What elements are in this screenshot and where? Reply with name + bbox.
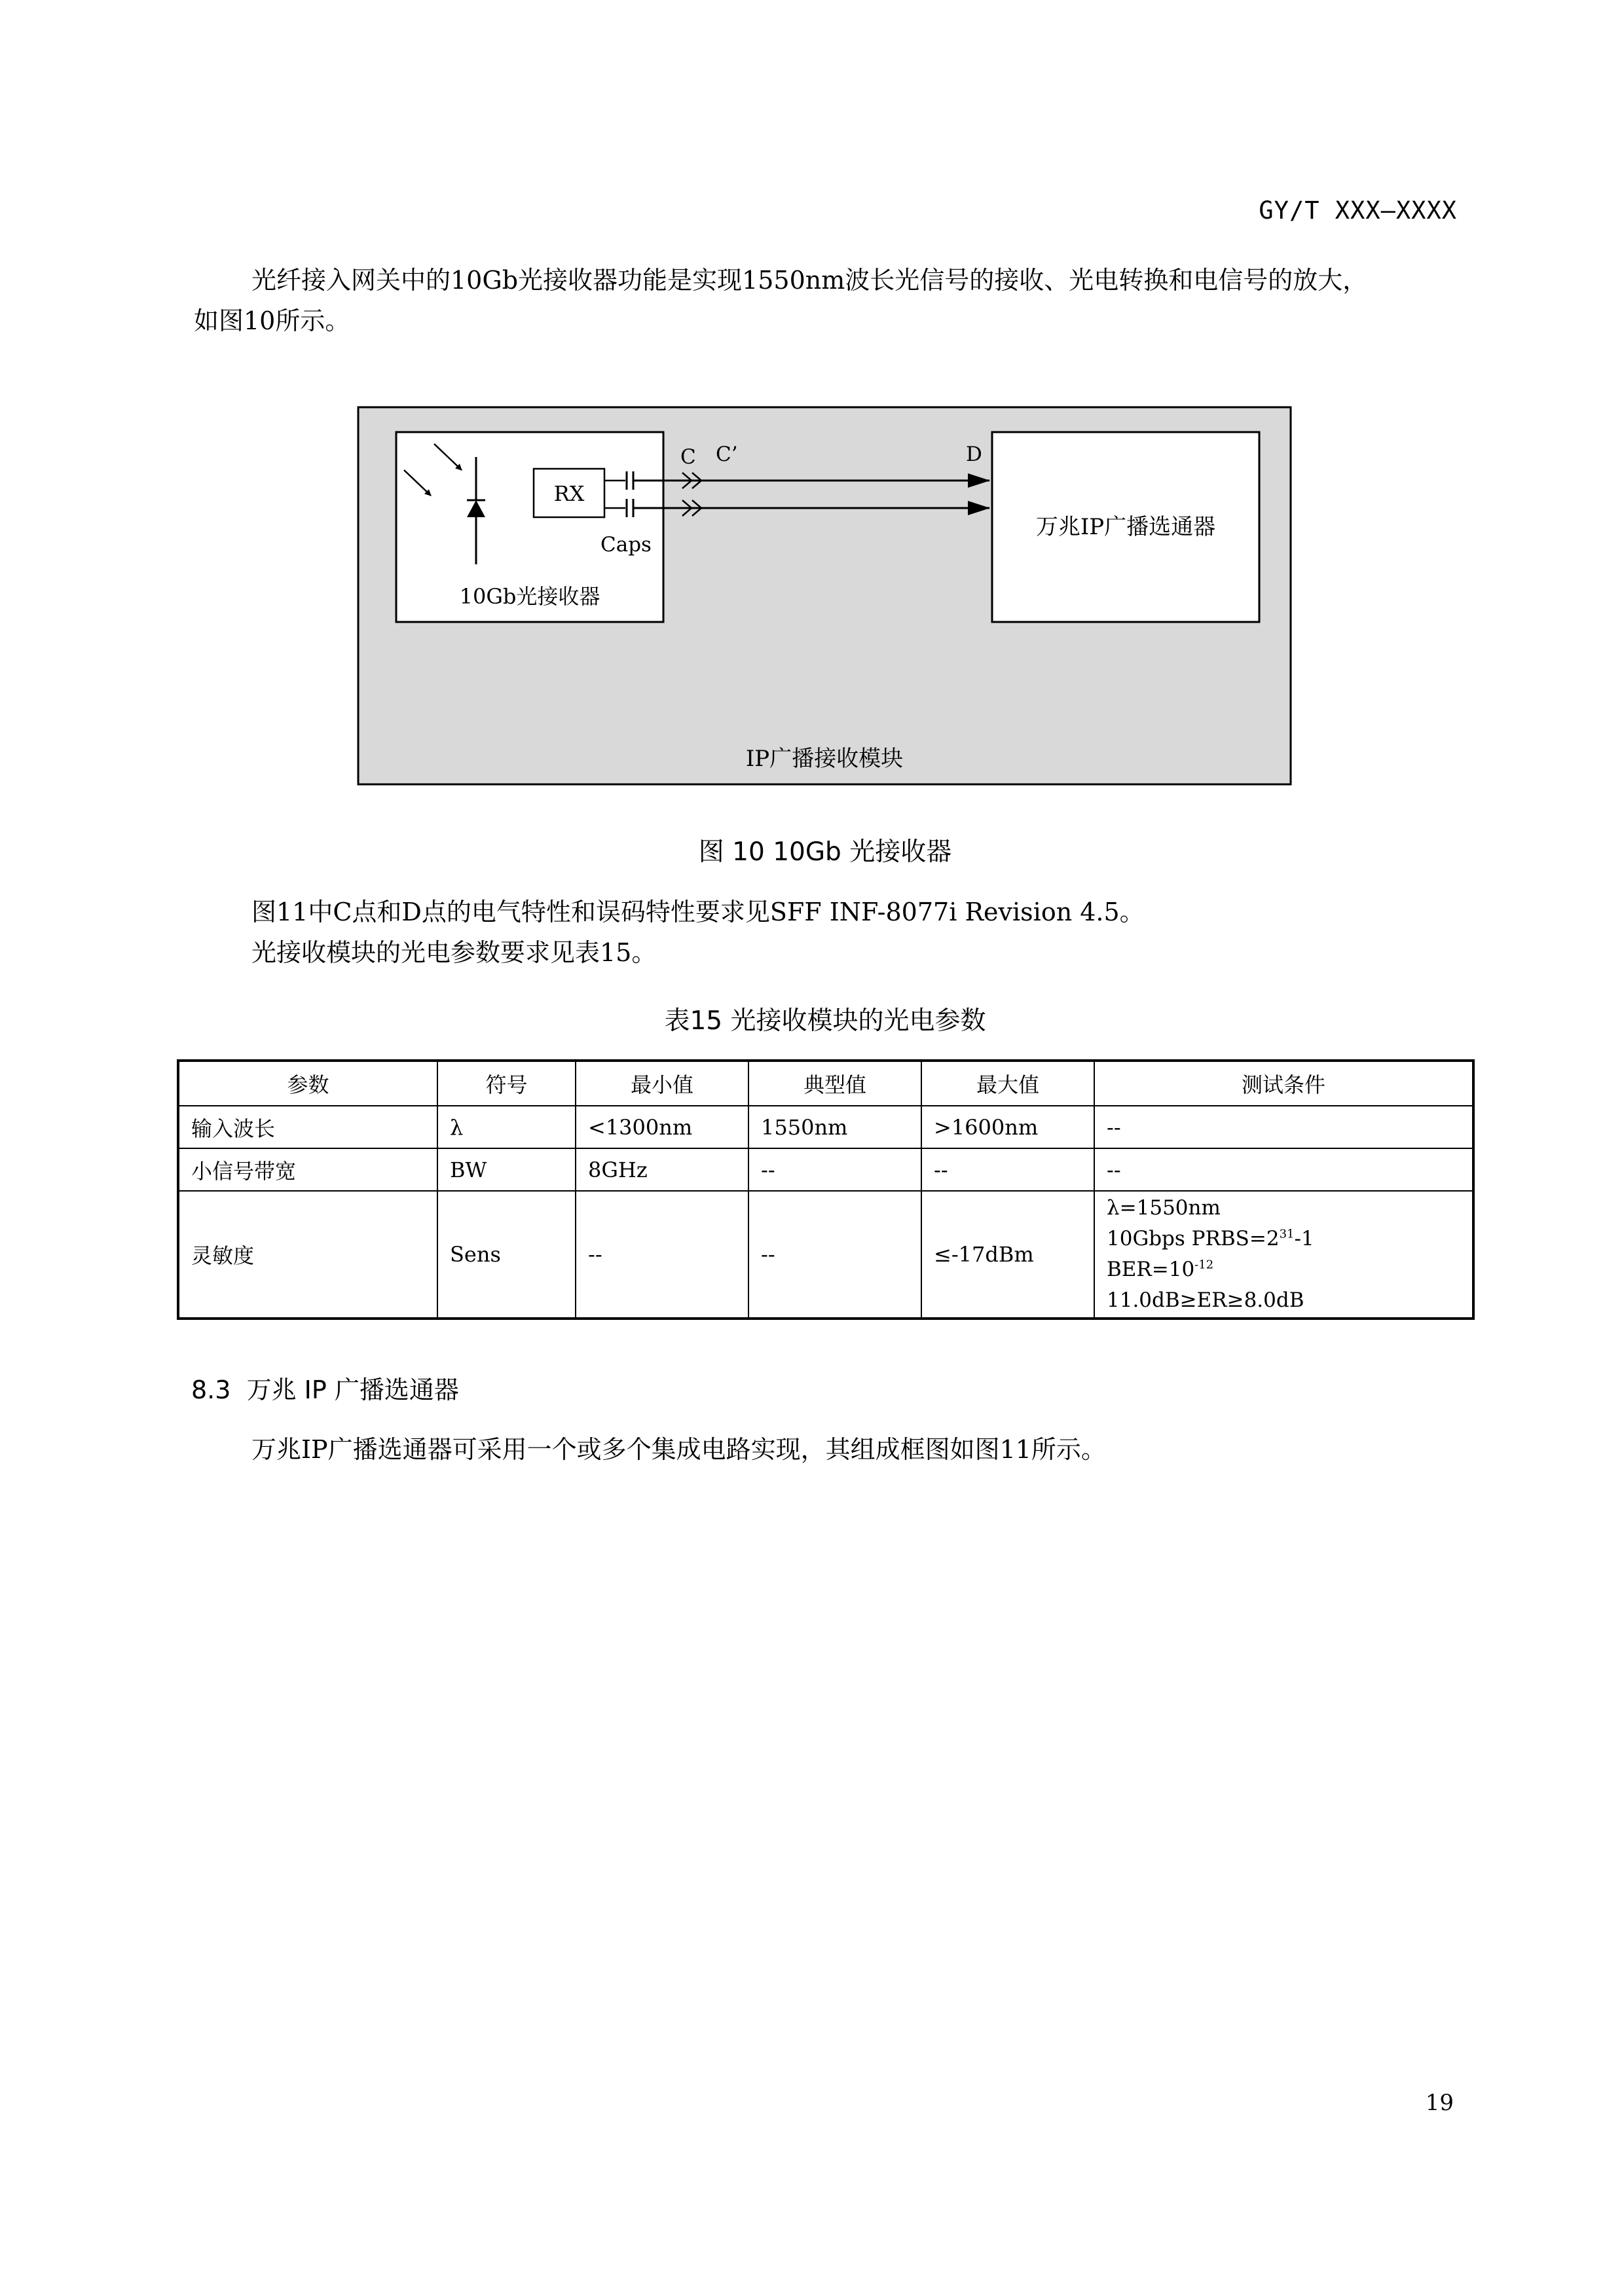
table-row (178, 1191, 1473, 1319)
rx-label: RX (553, 481, 585, 506)
condition-prbs: 10Gbps $PRBS=2^{31}-1$ (1107, 1227, 1314, 1250)
caps-label: Caps (600, 533, 652, 556)
figure-caption: 图 10 10Gb 光接收器 (698, 837, 952, 867)
table-cell: -- (576, 1191, 748, 1319)
table-cell: -- (748, 1148, 921, 1191)
section-body: 万兆IP广播选通器可采用一个或多个集成电路实现，其组成框图如图11所示。 (251, 1435, 1106, 1464)
selector-label: 万兆IP广播选通器 (1035, 514, 1216, 540)
table-cell: 输入波长 (178, 1106, 437, 1148)
notes-line-2: 光接收模块的光电参数要求见表15。 (251, 938, 657, 967)
table-cell: Sens (437, 1191, 576, 1319)
column-header: 参数 (178, 1061, 437, 1106)
table-cell: 灵敏度 (178, 1191, 437, 1319)
intro-line-1: 光纤接入网关中的10Gb光接收器功能是实现1550nm波长光信号的接收、光电转换和电信号的放大， (251, 266, 1368, 295)
condition-ber: $BER=10^{-12}$ (1107, 1258, 1214, 1281)
table-cell: 1550nm (748, 1106, 921, 1148)
table-cell: ≤-17dBm (921, 1191, 1094, 1319)
table-caption: 表15 光接收模块的光电参数 (664, 1006, 986, 1036)
receiver-label: 10Gb光接收器 (459, 584, 600, 609)
section-heading: 8.3 万兆 IP 广播选通器 (191, 1376, 459, 1404)
table-cell: λ (437, 1106, 576, 1148)
table-cell: -- (1094, 1106, 1473, 1148)
table-cell: <1300nm (576, 1106, 748, 1148)
table-cell: >1600nm (921, 1106, 1094, 1148)
column-header: 符号 (437, 1061, 576, 1106)
module-label: IP广播接收模块 (745, 746, 904, 772)
test-conditions-cell (1094, 1191, 1473, 1319)
table-row (178, 1106, 1473, 1148)
condition-extinction-ratio: 11.0dB≥ER≥8.0dB (1107, 1288, 1304, 1312)
notes-line-1: 图11中C点和D点的电气特性和误码特性要求见SFF INF-8077i Revision 4.5。 (251, 898, 1145, 926)
table-header-row (178, 1061, 1473, 1106)
receiver-block-diagram (357, 406, 1293, 786)
table-cell: 小信号带宽 (178, 1148, 437, 1191)
point-c-label: C (680, 445, 696, 469)
intro-line-2: 如图10所示。 (194, 306, 350, 335)
column-header: 典型值 (748, 1061, 921, 1106)
table-cell: -- (921, 1148, 1094, 1191)
column-header: 测试条件 (1094, 1061, 1473, 1106)
point-d-label: D (966, 443, 982, 466)
table-cell: 8GHz (576, 1148, 748, 1191)
column-header: 最小值 (576, 1061, 748, 1106)
column-header: 最大值 (921, 1061, 1094, 1106)
point-c-prime-label: C’ (716, 443, 738, 466)
page-number: 19 (1425, 2090, 1454, 2116)
parameter-table (177, 1059, 1475, 1320)
table-cell: BW (437, 1148, 576, 1191)
document-code: GY/T XXX—XXXX (1259, 196, 1457, 225)
table-row (178, 1148, 1473, 1191)
table-cell: -- (1094, 1148, 1473, 1191)
condition-wavelength: λ=1550nm (1107, 1196, 1221, 1220)
table-cell: -- (748, 1191, 921, 1319)
